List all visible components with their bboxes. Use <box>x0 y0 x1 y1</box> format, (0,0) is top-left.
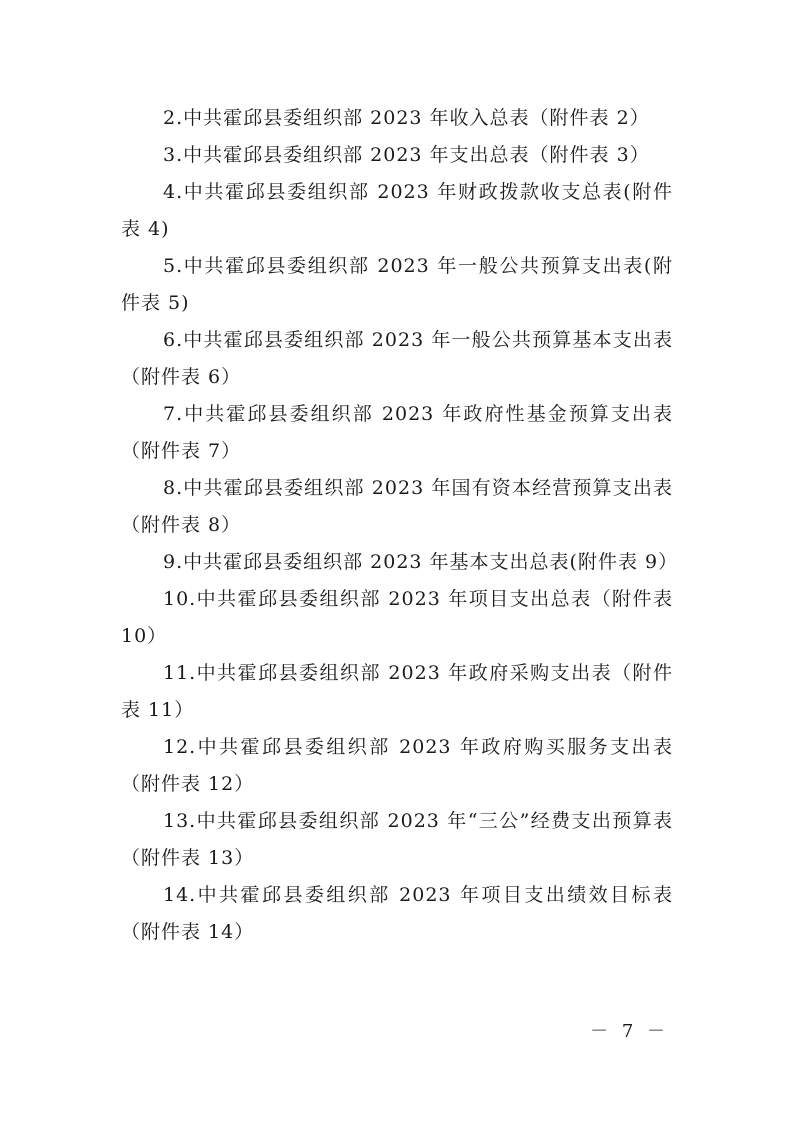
list-item: 8.中共霍邱县委组织部 2023 年国有资本经营预算支出表（附件表 8） <box>121 477 673 536</box>
list-item: 7.中共霍邱县委组织部 2023 年政府性基金预算支出表（附件表 7） <box>121 403 673 462</box>
list-item: 13.中共霍邱县委组织部 2023 年“三公”经费支出预算表（附件表 13） <box>121 810 673 869</box>
page-number: － 7 － <box>590 1021 669 1042</box>
list-item: 9.中共霍邱县委组织部 2023 年基本支出总表(附件表 9） <box>163 551 679 573</box>
list-item: 4.中共霍邱县委组织部 2023 年财政拨款收支总表(附件表 4) <box>121 181 673 240</box>
list-item: 12.中共霍邱县委组织部 2023 年政府购买服务支出表（附件表 12） <box>121 736 673 795</box>
list-item: 3.中共霍邱县委组织部 2023 年支出总表（附件表 3） <box>163 144 650 166</box>
list-item: 11.中共霍邱县委组织部 2023 年政府采购支出表（附件表 11） <box>121 662 673 721</box>
list-item: 6.中共霍邱县委组织部 2023 年一般公共预算基本支出表（附件表 6） <box>121 329 673 388</box>
list-item: 2.中共霍邱县委组织部 2023 年收入总表（附件表 2） <box>163 107 650 129</box>
attachment-list <box>121 100 679 951</box>
list-item: 10.中共霍邱县委组织部 2023 年项目支出总表（附件表 10） <box>121 588 673 647</box>
list-item: 14.中共霍邱县委组织部 2023 年项目支出绩效目标表（附件表 14） <box>121 884 673 943</box>
list-item: 5.中共霍邱县委组织部 2023 年一般公共预算支出表(附件表 5) <box>121 255 673 314</box>
